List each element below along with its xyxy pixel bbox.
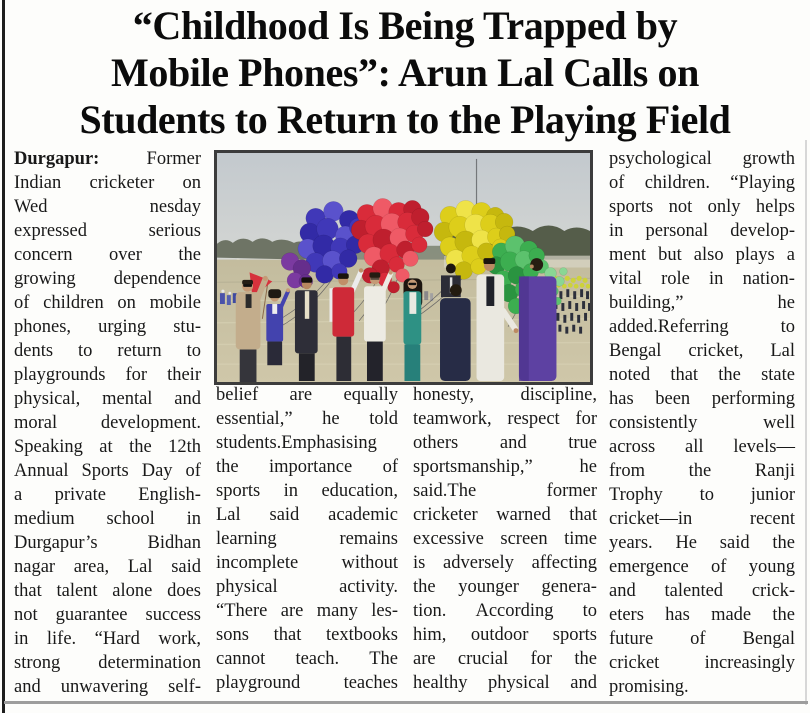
column-rule-right: [805, 140, 807, 705]
glasses: [370, 278, 379, 280]
article-line: physical, mental and: [14, 389, 201, 409]
article-line: Annual Sports Day of: [14, 461, 201, 481]
article-line: essential,” he told: [216, 409, 398, 429]
article-line: nagar area, Lal said: [14, 557, 201, 577]
article-line: excessive screen time: [413, 529, 597, 549]
article-line: Lal said academic: [216, 505, 398, 525]
article-line: cannot teach. The: [216, 649, 398, 669]
article-line: playgrounds for their: [14, 365, 201, 385]
article-line: dents to return to: [14, 341, 201, 361]
article-line: ment but also plays a: [609, 245, 795, 265]
article-line: growing dependence: [14, 269, 201, 289]
article-line: and unwavering self-: [14, 677, 201, 697]
article-line: cricketer warned that: [413, 505, 597, 525]
article-line: are crucial for the: [413, 649, 597, 669]
article-line: cricket increasingly: [609, 653, 795, 673]
article-line: is adversely affecting: [413, 553, 597, 573]
article-line: belief are equally: [216, 385, 398, 405]
article-line: Durgapur: Former: [14, 149, 201, 169]
article-line: others and true: [413, 433, 597, 453]
article-line: Speaking at the 12th: [14, 437, 201, 457]
article-line: students.Emphasising: [216, 433, 377, 453]
article-line: Trophy to junior: [609, 485, 795, 505]
article-line: Wed nesday: [14, 197, 201, 217]
article-line: Indian cricketer on: [14, 173, 201, 193]
article-line: incomplete without: [216, 553, 398, 573]
article-column-1: [14, 149, 201, 701]
article-line: building,” he: [609, 293, 795, 313]
article-line: honesty, discipline,: [413, 385, 597, 405]
article-line: tion. According to: [413, 601, 597, 621]
article-line: Durgapur’s Bidhan: [14, 533, 201, 553]
bottom-rule: [4, 701, 808, 704]
article-line: Bengal cricket, Lal: [609, 341, 795, 361]
headline-line: “Childhood Is Being Trapped by: [132, 3, 678, 48]
article-line: psychological growth: [609, 149, 795, 169]
article-line: added.Referring to: [609, 317, 795, 337]
article-line: medium school in: [14, 509, 201, 529]
article-line: physical activity.: [216, 577, 398, 597]
article-line: eters has made the: [609, 605, 795, 625]
sunglasses: [243, 284, 252, 287]
article-line: has been performing: [609, 389, 795, 409]
article-line: playground teaches: [216, 673, 398, 693]
article-line: emergence of young: [609, 557, 795, 577]
article-line: expressed serious: [14, 221, 201, 241]
article-line: sports not only helps: [609, 197, 795, 217]
article-line: vital role in nation-: [609, 269, 795, 289]
article-line: the importance of: [216, 457, 398, 477]
article-line: sons that textbooks: [216, 625, 398, 645]
person-navy-back: [440, 284, 471, 381]
sunglasses: [408, 283, 416, 285]
article-line: sportsmanship,” he: [413, 457, 597, 477]
article-line: in personal develop-: [609, 221, 795, 241]
article-line: cricket—in recent: [609, 509, 795, 529]
article-line: consistently well: [609, 413, 795, 433]
article-line: years. He said the: [609, 533, 795, 553]
article-line: future of Bengal: [609, 629, 795, 649]
article-line: strong determination: [14, 653, 201, 673]
photo-scene: [217, 153, 590, 382]
article-line: the younger genera-: [413, 577, 597, 597]
headline-line: Mobile Phones”: Arun Lal Calls on: [111, 50, 699, 95]
article-column-4: [609, 149, 795, 701]
headline-line: Students to Return to the Playing Field: [79, 97, 731, 142]
article-photo: [214, 150, 593, 385]
article-line: and talented crick-: [609, 581, 795, 601]
column-rule-left: [2, 0, 5, 713]
person-teal-woman: [404, 278, 423, 381]
article-line: a private English-: [14, 485, 201, 505]
article-line: moral development.: [14, 413, 201, 433]
article-line: phones, urging stu-: [14, 317, 201, 337]
article-line: healthy physical and: [413, 673, 597, 693]
article-line: in life. “Hard work,: [14, 629, 201, 649]
article-line: him, outdoor sports: [413, 625, 597, 645]
article-line: not guarantee success: [14, 605, 201, 625]
article-line: said.The former: [413, 481, 597, 501]
article-line: learning remains: [216, 529, 398, 549]
article-line: of children. “Playing: [609, 173, 795, 193]
article-line: across all levels—: [609, 437, 795, 457]
article-line: “There are many les-: [216, 601, 398, 621]
article-line: concern over the: [14, 245, 201, 265]
article-line: noted that the state: [609, 365, 795, 385]
article-line: of children on mobile: [14, 293, 201, 313]
article-headline: [12, 2, 798, 143]
article-column-2: [216, 385, 398, 697]
article-line: teamwork, respect for: [413, 409, 597, 429]
article-column-3: [413, 385, 597, 697]
article-line: promising.: [609, 677, 689, 697]
article-line: that talent alone does: [14, 581, 201, 601]
article-line: sports in education,: [216, 481, 398, 501]
article-line: from the Ranji: [609, 461, 795, 481]
person-purple-shirt: [519, 258, 556, 381]
